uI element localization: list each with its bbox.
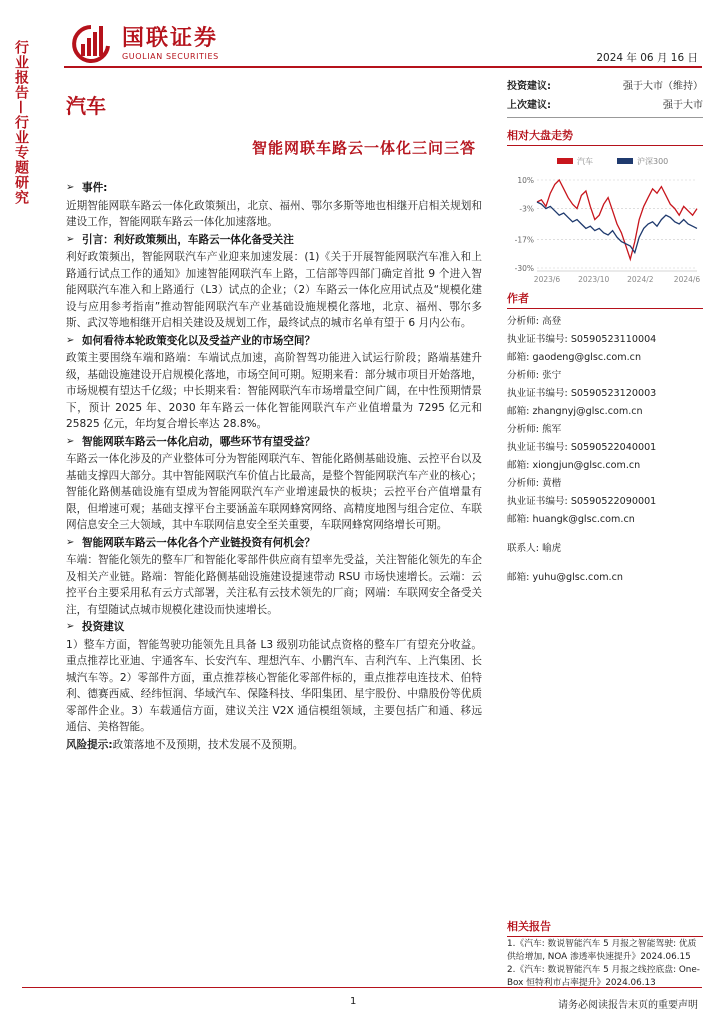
risk-label: 风险提示: bbox=[66, 738, 113, 751]
investment-rating-label: 投资建议: bbox=[507, 81, 551, 92]
legend-label: 沪深300 bbox=[637, 157, 669, 166]
authors-title: 作者 bbox=[507, 290, 703, 309]
risk-warning bbox=[66, 737, 482, 754]
related-reports-panel bbox=[507, 918, 703, 989]
author-line: 分析师: 高登 bbox=[507, 316, 562, 327]
related-reports-title: 相关报告 bbox=[507, 918, 703, 937]
paragraph-beneficiaries: 车路云一体化涉及的产业整体可分为智能网联汽车、智能化路侧基础设施、云控平台以及基础支撑四大部分。其中智能网联汽车价值占比最高，是整个智能网联汽车产业的核心；智能化路侧基础设施有望成为智能网联汽车产业增速最快的板块；云控平台产值增量有限，但增速可观；基础支撑平台主要涵盖车联网蜂窝网络、高精度地图与组合定位、车联网信息安全三大领域，其中车联网信息安全至关重要，车联网蜂窝网络增长可期。 bbox=[66, 453, 482, 531]
series-line-hs300 bbox=[537, 202, 697, 253]
x-tick-label: 2023/10 bbox=[578, 275, 610, 284]
y-tick-label: 10% bbox=[517, 176, 534, 185]
legend-swatch bbox=[617, 158, 633, 164]
report-date: 2024 年 06 月 16 日 bbox=[596, 52, 698, 64]
paragraph-investment: 1）整车方面，智能驾驶功能领先且具备 L3 级别功能试点资格的整车厂有望充分收益。重点推荐比亚迪、宇通客车、长安汽车、理想汽车、小鹏汽车、吉利汽车、上汽集团、长城汽车等。2）零部件方面，重点推荐核心智能化零部件标的，重点推荐电连技术、伯特利、德赛西威、经纬恒润、华域汽车、保隆科技、华阳集团、星宇股份、中鼎股份等优质零部件企业。3）车载通信方面，建议关注 V2X 通信模组领域，主要包括广和通、移远通信、美格智能。 bbox=[66, 638, 482, 733]
author-line: 分析师: 张宁 bbox=[507, 370, 562, 381]
section-heading-investment: ➢ 投资建议 bbox=[66, 619, 482, 636]
y-tick-label: -30% bbox=[514, 264, 534, 273]
page-number: 1 bbox=[350, 996, 357, 1007]
x-tick-label: 2023/6 bbox=[533, 275, 561, 284]
author-line: 邮箱: xiongjun@glsc.com.cn bbox=[507, 460, 641, 471]
report-body bbox=[66, 180, 482, 754]
author-line: 邮箱: zhangnyj@glsc.com.cn bbox=[507, 406, 643, 417]
author-line: 执业证书编号: S0590523120003 bbox=[507, 388, 657, 399]
authors-panel bbox=[507, 290, 703, 587]
contact-line: 邮箱: yuhu@glsc.com.cn bbox=[507, 572, 623, 583]
paragraph-market: 政策主要围绕车端和路端：车端试点加速，高阶智驾功能进入试运行阶段；路端基建升级，基础设施建设开启规模化落地，市场空间可期。短期来看：部分城市项目开始落地，市场规模有望达千亿级；中长期来看：智能网联汽车市场增量空间广阔，在中性预期情景下，预计 2025 年、2030 年车路云一体化智能网联汽车产业值增量为 7295 亿元和 25825 亿元，年均复合增长率达 28.8%。 bbox=[66, 352, 482, 430]
report-type-side-tag: 行业报告—行业专题研究 bbox=[13, 40, 29, 205]
logo-english-name: GUOLIAN SECURITIES bbox=[122, 52, 219, 61]
footer-divider bbox=[22, 987, 702, 988]
author-line: 执业证书编号: S0590523110004 bbox=[507, 334, 657, 345]
previous-rating-label: 上次建议: bbox=[507, 100, 551, 111]
section-heading-beneficiaries: ➢ 智能网联车路云一体化启动，哪些环节有望受益？ bbox=[66, 434, 482, 451]
contact-line: 联系人: 喻虎 bbox=[507, 543, 562, 554]
paragraph-event: 近期智能网联车路云一体化政策频出，北京、福州、鄂尔多斯等地也相继开启相关规划和建设工作，智能网联车路云一体化加速落地。 bbox=[66, 199, 482, 228]
header-divider bbox=[64, 66, 702, 68]
author-line: 执业证书编号: S0590522090001 bbox=[507, 496, 657, 507]
broker-logo bbox=[68, 24, 219, 64]
relative-performance-chart bbox=[507, 127, 703, 290]
investment-rating-value: 强于大市（维持） bbox=[623, 81, 703, 92]
report-title: 智能网联车路云一体化三问三答 bbox=[251, 139, 476, 157]
risk-text: 政策落地不及预期，技术发展不及预期。 bbox=[112, 738, 304, 751]
author-line: 邮箱: huangk@glsc.com.cn bbox=[507, 514, 635, 525]
paragraph-opportunities: 车端：智能化领先的整车厂和智能化零部件供应商有望率先受益，关注智能化领先的车企及相关产业链。路端：智能化路侧基础设施建设提速带动 RSU 市场快速增长。云端：云控平台主要采用私有云方式部署，关注私有云技术领先的厂商；网端：车联网安全备受关注，有望随试点城市规模化建设而快速增长。 bbox=[66, 554, 482, 616]
logo-mark-icon bbox=[68, 24, 114, 64]
author-line: 分析师: 熊军 bbox=[507, 424, 562, 435]
y-tick-label: -3% bbox=[519, 204, 534, 214]
legend-swatch bbox=[557, 158, 573, 164]
y-tick-label: -17% bbox=[514, 235, 534, 245]
section-heading-intro: ➢ 引言：利好政策频出，车路云一体化备受关注 bbox=[66, 232, 482, 249]
x-tick-label: 2024/2 bbox=[627, 275, 654, 284]
logo-chinese-name: 国联证券 bbox=[122, 26, 219, 51]
author-line: 执业证书编号: S0590522040001 bbox=[507, 442, 657, 453]
related-report-item[interactable]: 1.《汽车: 数说智能汽车 5 月报之智能驾驶: 优质供给增加, NOA 渗透率快速提升》2024.06.15 bbox=[507, 939, 697, 962]
section-heading-event: ➢ 事件: bbox=[66, 180, 482, 197]
section-heading-opportunities: ➢ 智能网联车路云一体化各个产业链投资有何机会？ bbox=[66, 535, 482, 552]
rating-divider bbox=[507, 117, 703, 118]
legend-label: 汽车 bbox=[577, 157, 593, 166]
paragraph-intro: 利好政策频出，智能网联汽车产业迎来加速发展：(1)《关于开展智能网联汽车准入和上路通行试点工作的通知》加速智能网联汽车上路，工信部等四部门确定首批 9 个进入智能网联汽车准入和上路通行（L3）试点的企业；（2）车路云一体化应用试点及“规模化建设与应用参考指南”推动智能网联汽车产业基础设施规模化落地，北京、福州、鄂尔多斯、武汉等地相继开启相关建设及规划工作，最终试点的城市名单有望于 6 月内公布。 bbox=[66, 251, 482, 329]
chart-title: 相对大盘走势 bbox=[507, 127, 703, 146]
previous-rating-value: 强于大市 bbox=[663, 100, 703, 111]
author-line: 分析师: 黄楷 bbox=[507, 478, 562, 489]
related-report-item[interactable]: 2.《汽车: 数说智能汽车 5 月报之线控底盘: One-Box 恒特利市占率提升》2024.06.13 bbox=[507, 965, 700, 988]
rating-panel bbox=[507, 77, 703, 115]
sector-name: 汽车 bbox=[66, 94, 106, 118]
x-tick-label: 2024/6 bbox=[673, 275, 701, 284]
section-heading-market: ➢ 如何看待本轮政策变化以及受益产业的市场空间？ bbox=[66, 333, 482, 350]
chart-canvas bbox=[507, 150, 703, 290]
author-line: 邮箱: gaodeng@glsc.com.cn bbox=[507, 352, 642, 363]
footer-disclaimer: 请务必阅读报告末页的重要声明 bbox=[558, 1000, 698, 1011]
